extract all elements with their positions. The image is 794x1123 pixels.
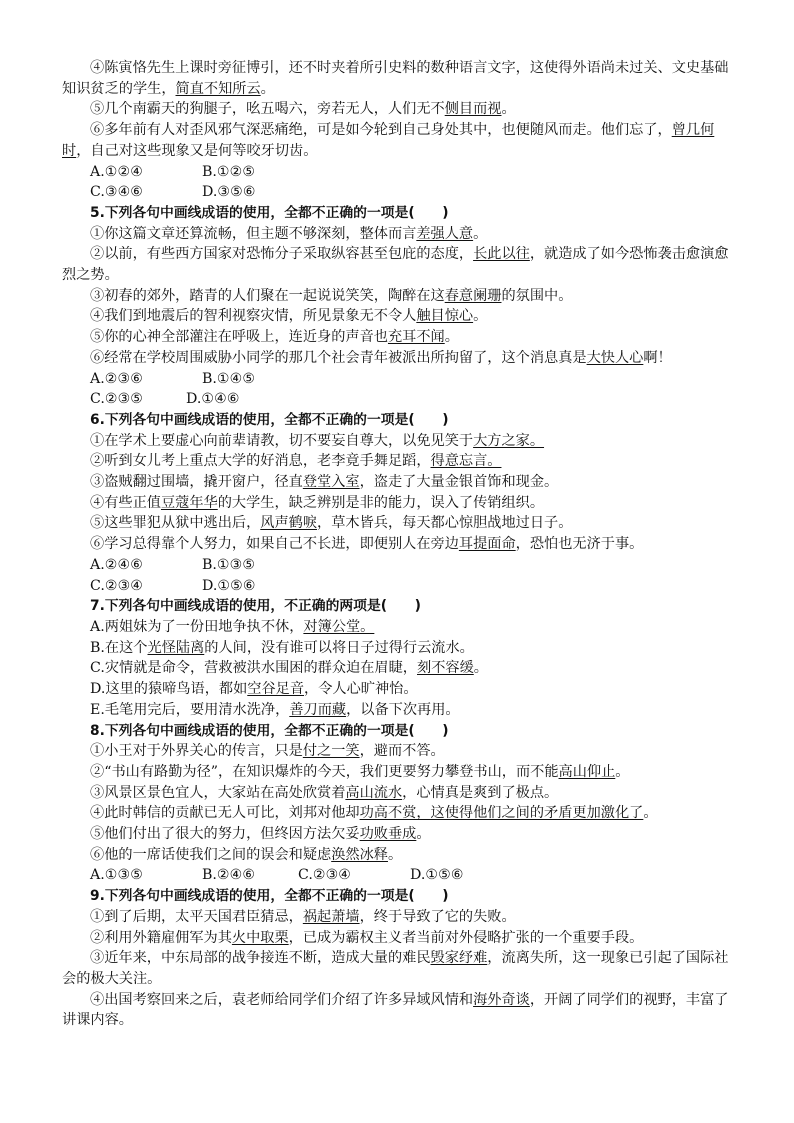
option-b: B.②④⑥ bbox=[202, 867, 256, 884]
option-b: B.①②⑤ bbox=[202, 163, 256, 180]
option-b: B.①③⑤ bbox=[202, 556, 256, 573]
q6-sentence: ⑤这些罪犯从狱中逃出后，风声鹤唳，草木皆兵，每天都心惊胆战地过日子。 bbox=[90, 515, 573, 532]
underlined-idiom: 长此以往 bbox=[473, 246, 530, 263]
question-8-title: 8.下列各句中画线成语的使用，全都不正确的一项是( ) bbox=[90, 722, 449, 739]
q8-sentence: ①小王对于外界关心的传言，只是付之一笑，避而不答。 bbox=[90, 743, 445, 760]
underlined-idiom: 登堂入室 bbox=[302, 474, 360, 491]
question-6-title: 6.下列各句中画线成语的使用，全都不正确的一项是( ) bbox=[90, 411, 449, 428]
q5-sentence: ③初春的郊外，踏青的人们聚在一起说说笑笑，陶醉在这春意阑珊的氛围中。 bbox=[90, 287, 573, 304]
q6-sentence: ②听到女儿考上重点大学的好消息，老李竟手舞足蹈，得意忘言。 bbox=[90, 453, 502, 470]
underlined-idiom: 得意忘言。 bbox=[430, 453, 502, 470]
option-c: C.②③④ bbox=[298, 867, 352, 884]
underlined-idiom: 毁家纾难 bbox=[430, 950, 488, 967]
underlined-idiom: 侧目而视 bbox=[444, 101, 502, 118]
option-d: D.①⑤⑥ bbox=[202, 577, 256, 594]
underlined-idiom: 火中取栗 bbox=[231, 929, 289, 946]
q9-sentence: ④出国考察回来之后，袁老师给同学们介绍了许多异域风情和海外奇谈，开阔了同学们的视野，丰富了讲课内容。 bbox=[62, 991, 729, 1029]
underlined-idiom: 大快人心 bbox=[586, 349, 644, 366]
sentence-5 bbox=[62, 99, 738, 120]
options-q6 bbox=[62, 576, 738, 597]
underlined-idiom: 海外奇谈 bbox=[473, 991, 530, 1008]
underlined-idiom: 春意阑珊 bbox=[444, 287, 502, 304]
underlined-idiom: 豆蔻年华 bbox=[160, 494, 218, 511]
options-q5 bbox=[62, 369, 738, 390]
q7-sentence: A.两姐妹为了一份田地争执不休，对簿公堂。 bbox=[90, 618, 375, 635]
q7-sentence: B.在这个光怪陆离的人间，没有谁可以将日子过得行云流水。 bbox=[90, 639, 474, 656]
q9-sentence: ③近年来，中东局部的战争接连不断，造成大量的难民毁家纾难，流离失所，这一现象已引起了国际社会的极大关注。 bbox=[62, 950, 729, 987]
sentence-text: ，自己对这些现象又是何等咬牙切齿。 bbox=[76, 142, 318, 159]
sentence-text: 。 bbox=[501, 101, 516, 118]
option-a: A.①②④ bbox=[90, 163, 143, 180]
q5-sentence: ⑥经常在学校周围威胁小同学的那几个社会青年被派出所拘留了，这个消息真是大快人心啊！ bbox=[90, 349, 672, 366]
options-q4 bbox=[62, 182, 738, 203]
underlined-idiom: 高山仰止 bbox=[558, 763, 616, 780]
sentence-text: 。 bbox=[260, 80, 275, 97]
option-c: C.②③④ bbox=[90, 577, 144, 594]
q6-sentence: ④有些正值豆蔻年华的大学生，缺乏辨别是非的能力，误入了传销组织。 bbox=[90, 494, 545, 511]
q7-sentence: E.毛笔用完后，要用清水洗净，善刀而藏，以备下次再用。 bbox=[90, 701, 460, 718]
q5-sentence: ⑤你的心神全部灌注在呼吸上，连近身的声音也充耳不闻。 bbox=[90, 329, 459, 346]
underlined-idiom: 涣然冰释 bbox=[331, 846, 388, 863]
underlined-idiom: 耳提面命 bbox=[458, 536, 516, 553]
q5-sentence: ②以前，有些西方国家对恐怖分子采取纵容甚至包庇的态度，长此以往，就造成了如今恐怖袭击愈演愈烈之势。 bbox=[62, 246, 729, 284]
underlined-idiom: 触目惊心 bbox=[416, 308, 474, 325]
underlined-idiom: 差强人意 bbox=[416, 225, 474, 242]
underlined-idiom: 功败垂成 bbox=[359, 826, 417, 843]
q6-sentence: ①在学术上要虚心向前辈请教，切不要妄自尊大，以免见笑于大方之家。 bbox=[90, 432, 545, 449]
underlined-idiom: 大方之家。 bbox=[473, 432, 545, 449]
q8-sentence: ③风景区景色宜人，大家站在高处欣赏着高山流水，心情真是爽到了极点。 bbox=[90, 784, 559, 801]
option-b: B.①④⑤ bbox=[202, 370, 256, 387]
underlined-idiom: 高山流水 bbox=[345, 784, 403, 801]
underlined-idiom: 风声鹤唳 bbox=[260, 515, 318, 532]
options-q5 bbox=[62, 389, 738, 410]
sentence-text: ⑤几个南霸天的狗腿子，吆五喝六，旁若无人，人们无不 bbox=[90, 101, 445, 118]
q8-sentence: ⑥他的一席话使我们之间的误会和疑虑涣然冰释。 bbox=[90, 846, 403, 863]
option-c: C.③④⑥ bbox=[90, 184, 144, 201]
sentence-text: ⑥多年前有人对歪风邪气深恶痛绝，可是如今轮到自己身处其中，也便随风而走。他们忘了， bbox=[90, 122, 672, 139]
options-q8 bbox=[62, 865, 738, 886]
underlined-idiom: 充耳不闻 bbox=[387, 329, 445, 346]
option-d: D.①⑤⑥ bbox=[410, 867, 464, 884]
q9-sentence: ①到了后期，太平天国君臣猜忌，祸起萧墙，终于导致了它的失败。 bbox=[90, 908, 516, 925]
q5-sentence: ④我们到地震后的智利视察灾情，所见景象无不令人触目惊心。 bbox=[90, 308, 488, 325]
q7-sentence: C.灾情就是命令，营救被洪水围困的群众迫在眉睫，刻不容缓。 bbox=[90, 660, 488, 677]
options-q4 bbox=[62, 162, 738, 183]
underlined-idiom: 善刀而藏 bbox=[289, 701, 347, 718]
sentence-text: ④陈寅恪先生上课时旁征博引，还不时夹着所引史料的数种语言文字，这使得外语尚未过关、文史基础知识贫乏的学生， bbox=[62, 60, 729, 97]
option-d: D.①④⑥ bbox=[186, 391, 240, 408]
q8-sentence: ②“书山有路勤为径”，在知识爆炸的今天，我们更要努力攀登书山，而不能高山仰止。 bbox=[90, 763, 630, 780]
underlined-idiom: 对簿公堂。 bbox=[303, 618, 375, 635]
options-q6 bbox=[62, 555, 738, 576]
question-9-title: 9.下列各句中画线成语的使用，全都不正确的一项是( ) bbox=[90, 888, 449, 905]
sentence-4 bbox=[62, 58, 738, 99]
question-7-title: 7.下列各句中画线成语的使用，不正确的两项是( ) bbox=[90, 598, 421, 615]
sentence-6 bbox=[62, 120, 738, 161]
underlined-idiom: 空谷足音 bbox=[247, 681, 305, 698]
option-a: A.②④⑥ bbox=[90, 556, 143, 573]
option-a: A.①③⑤ bbox=[90, 867, 143, 884]
option-a: A.②③⑥ bbox=[90, 370, 143, 387]
q8-sentence: ⑤他们付出了很大的努力，但终因方法欠妥功败垂成。 bbox=[90, 826, 431, 843]
underlined-idiom: 光怪陆离 bbox=[147, 639, 205, 656]
question-5-title: 5.下列各句中画线成语的使用，全都不正确的一项是( ) bbox=[90, 204, 449, 221]
q9-sentence: ②利用外籍雇佣军为其火中取栗，已成为霸权主义者当前对外侵略扩张的一个重要手段。 bbox=[90, 929, 644, 946]
q6-sentence: ③盗贼翻过围墙，撬开窗户，径直登堂入室，盗走了大量金银首饰和现金。 bbox=[90, 474, 559, 491]
underlined-idiom: 曾几何时 bbox=[62, 122, 715, 159]
underlined-idiom: 简直不知所云 bbox=[175, 80, 261, 97]
option-c: C.②③⑤ bbox=[90, 391, 144, 408]
q7-sentence: D.这里的猿啼鸟语，都如空谷足音，令人心旷神怡。 bbox=[90, 681, 418, 698]
underlined-idiom: 祸起萧墙 bbox=[302, 908, 360, 925]
underlined-idiom: 刻不容缓 bbox=[417, 660, 474, 677]
underlined-idiom: 功高不赏，这使得他们之间的矛盾更加激化了 bbox=[359, 805, 644, 822]
q5-sentence: ①你这篇文章还算流畅，但主题不够深刻，整体而言差强人意。 bbox=[90, 225, 488, 242]
option-d: D.③⑤⑥ bbox=[202, 184, 256, 201]
q6-sentence: ⑥学习总得靠个人努力，如果自己不长进，即便别人在旁边耳提面命，恐怕也无济于事。 bbox=[90, 536, 644, 553]
underlined-idiom: 付之一笑 bbox=[302, 743, 360, 760]
q8-sentence: ④此时韩信的贡献已无人可比，刘邦对他却功高不赏，这使得他们之间的矛盾更加激化了。 bbox=[90, 805, 658, 822]
